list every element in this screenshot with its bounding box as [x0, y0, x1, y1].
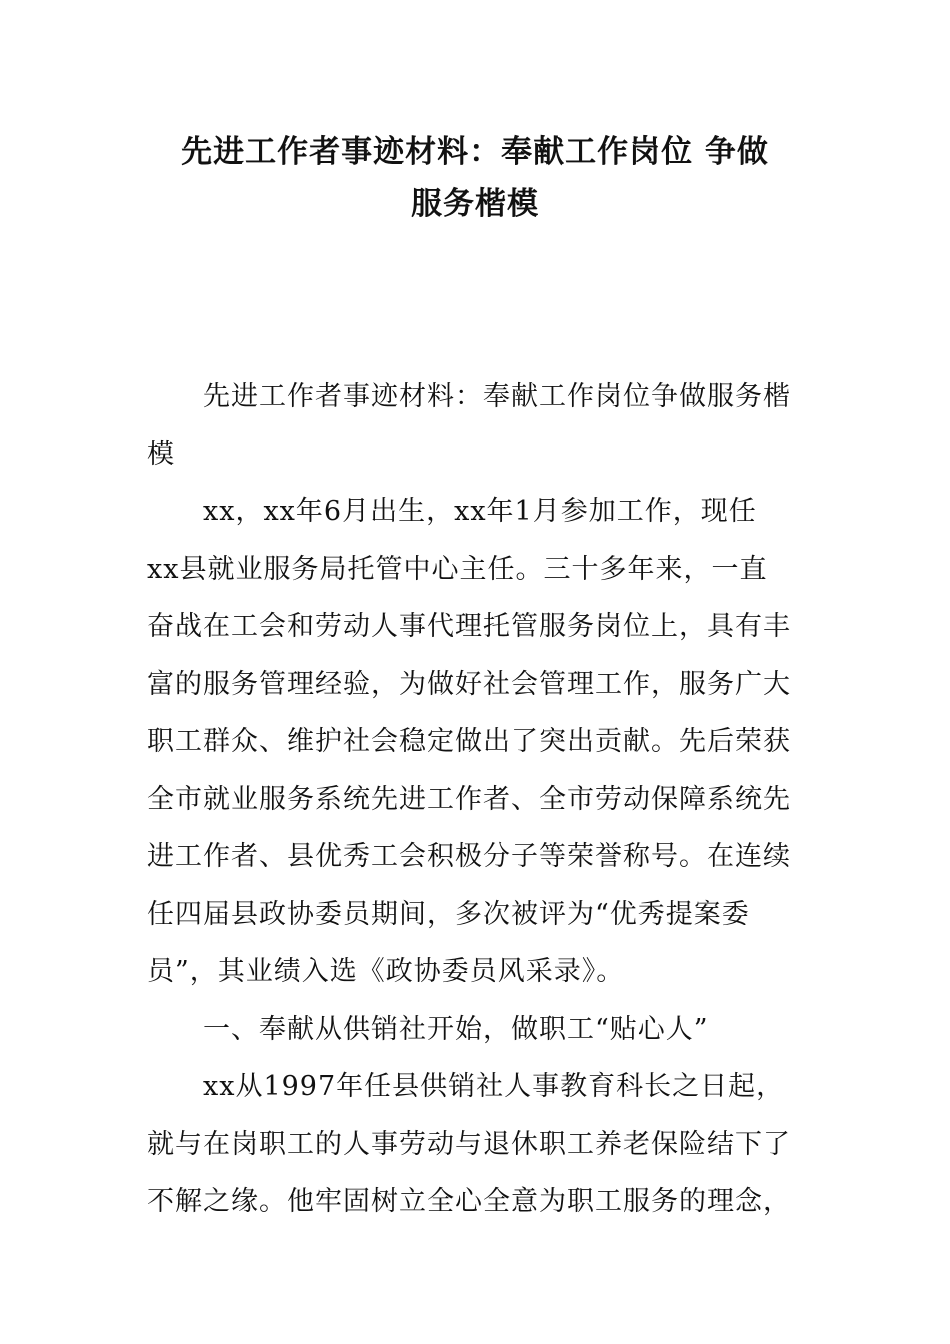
- title-line-2: 服务楷模: [411, 186, 539, 222]
- paragraph-line: xx县就业服务局托管中心主任。三十多年来，一直: [147, 553, 768, 585]
- paragraph-biography: [147, 483, 807, 1001]
- paragraph-line: 员”，其业绩入选《政协委员风采录》。: [147, 956, 625, 987]
- paragraph-heading-repeat: [147, 368, 807, 483]
- paragraph-line: 奋战在工会和劳动人事代理托管服务岗位上，具有丰: [147, 611, 791, 642]
- section-heading-text: 一、奉献从供销社开始，做职工“贴心人”: [203, 1013, 709, 1045]
- paragraph-line: 进工作者、县优秀工会积极分子等荣誉称号。在连续: [147, 841, 791, 872]
- paragraph-line: 就与在岗职工的人事劳动与退休职工养老保险结下了: [147, 1128, 791, 1160]
- paragraph-line: 职工群众、维护社会稳定做出了突出贡献。先后荣获: [147, 726, 791, 757]
- paragraph-line: 不解之缘。他牢固树立全心全意为职工服务的理念，: [147, 1186, 791, 1217]
- title-line-1: 先进工作者事迹材料：奉献工作岗位 争做: [181, 134, 769, 170]
- paragraph-line: 任四届县政协委员期间，多次被评为“优秀提案委: [147, 898, 750, 930]
- paragraph-line: xx，xx年6月出生，xx年1月参加工作，现任: [203, 496, 757, 527]
- paragraph-line: 富的服务管理经验，为做好社会管理工作，服务广大: [147, 668, 791, 700]
- paragraph-section-1: [147, 1058, 807, 1231]
- paragraph-line: xx从1997年任县供销社人事教育科长之日起，: [203, 1071, 785, 1102]
- paragraph-line: 先进工作者事迹材料：奉献工作岗位争做服务楷: [203, 381, 791, 412]
- section-heading-1: [147, 1001, 807, 1059]
- document-title: [120, 126, 830, 230]
- document-body: [147, 368, 807, 1231]
- paragraph-line: 全市就业服务系统先进工作者、全市劳动保障系统先: [147, 783, 791, 815]
- paragraph-line: 模: [147, 438, 175, 470]
